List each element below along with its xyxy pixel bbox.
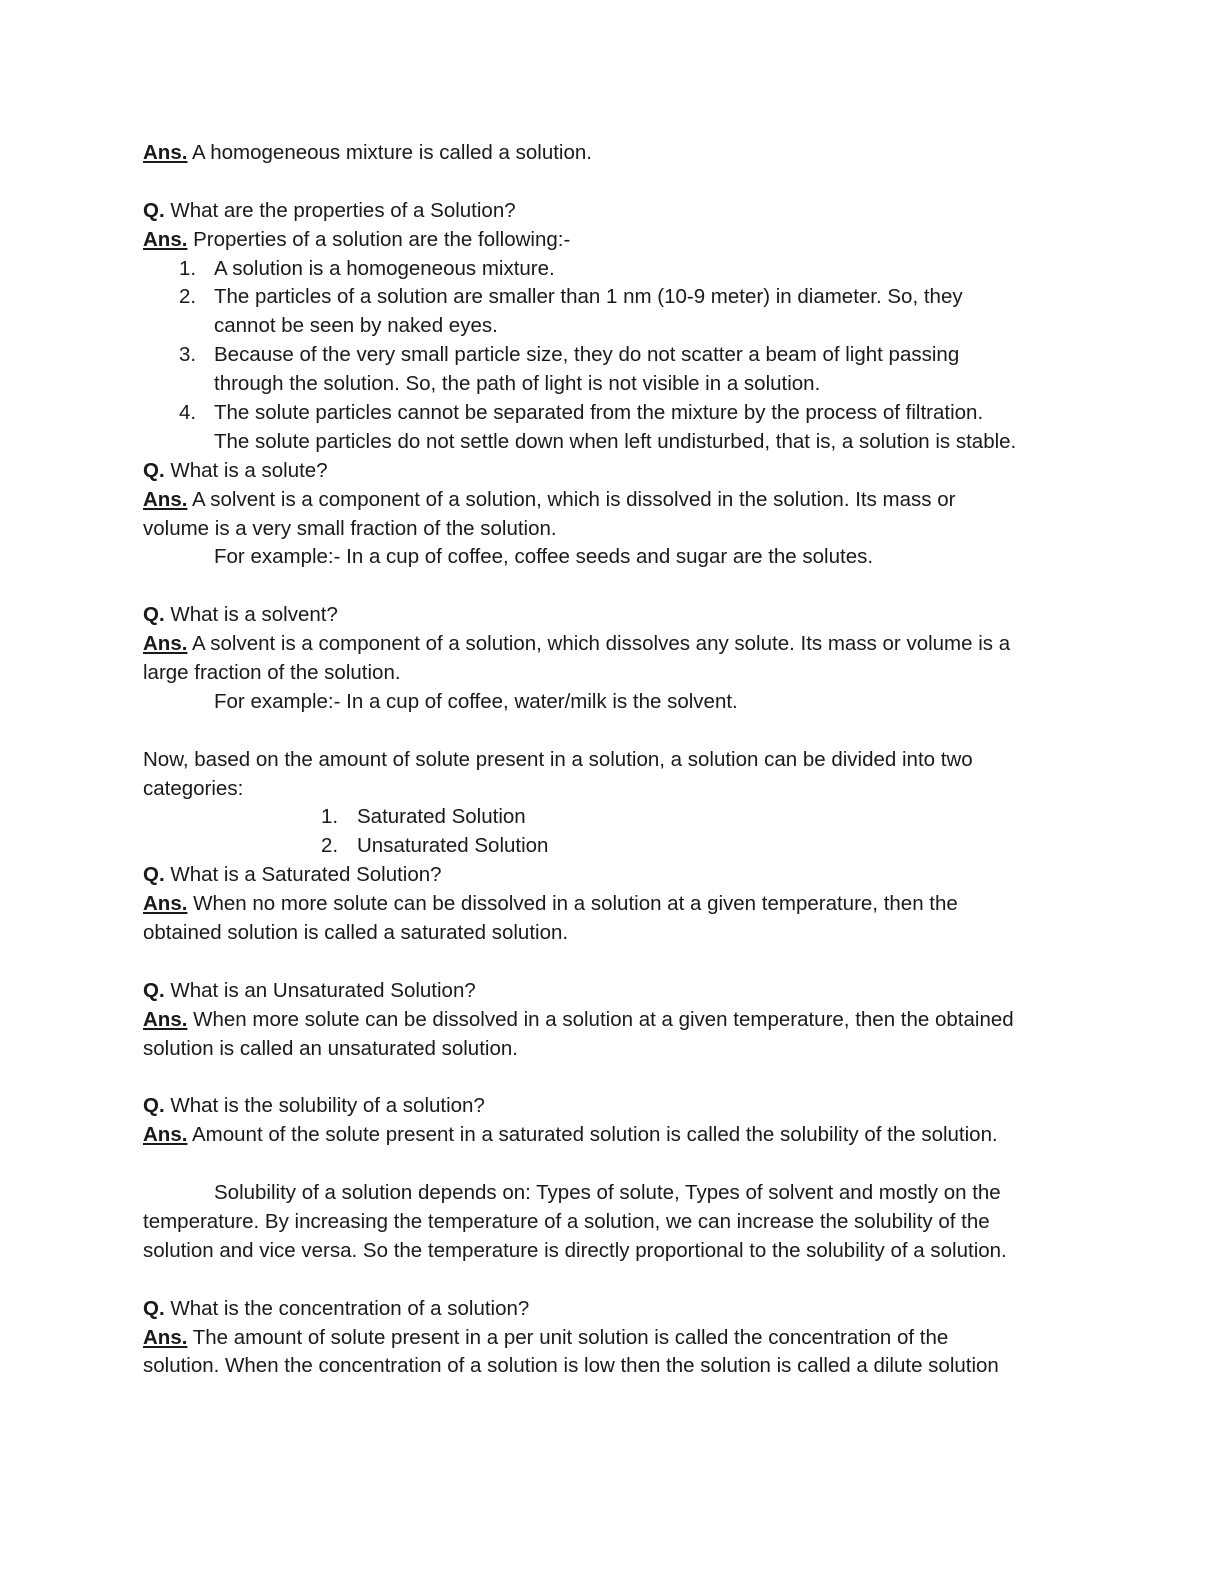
answer-continuation: solution. When the concentration of a solution is low then the solution is called a dilute solution <box>143 1354 999 1378</box>
spacer <box>143 717 1083 746</box>
q-label: Q. <box>143 603 165 627</box>
answer-continuation: volume is a very small fraction of the solution. <box>143 516 557 540</box>
list-item: 4. The solute particles cannot be separated from the mixture by the process of filtration. <box>179 401 984 425</box>
ans-label: Ans. <box>143 227 188 251</box>
list-item-continuation: through the solution. So, the path of light is not visible in a solution. <box>214 372 821 396</box>
spacer <box>143 948 1083 977</box>
spacer <box>143 1150 1083 1179</box>
ans-label: Ans. <box>143 487 188 511</box>
question-line: Q. What is a Saturated Solution? <box>143 863 442 887</box>
q-label: Q. <box>143 1296 165 1320</box>
ans-label: Ans. <box>143 632 188 656</box>
categories-list <box>143 803 1083 861</box>
paragraph-line: Now, based on the amount of solute present in a solution, a solution can be divided into two <box>143 747 973 771</box>
spacer <box>143 1064 1083 1093</box>
spacer <box>143 1266 1083 1295</box>
properties-list <box>143 255 1083 457</box>
question-line: Q. What is the solubility of a solution? <box>143 1094 485 1118</box>
ans-label: Ans. <box>143 1007 188 1031</box>
question-line: Q. What are the properties of a Solution? <box>143 198 516 222</box>
list-item: 3. Because of the very small particle size, they do not scatter a beam of light passing <box>179 343 960 367</box>
spacer <box>143 572 1083 601</box>
answer-line: Ans. The amount of solute present in a per unit solution is called the concentration of the <box>143 1325 949 1349</box>
ans-label: Ans. <box>143 1325 188 1349</box>
list-item: 1. A solution is a homogeneous mixture. <box>179 256 555 280</box>
question-line: Q. What is a solute? <box>143 458 328 482</box>
example-line: For example:- In a cup of coffee, water/milk is the solvent. <box>214 689 738 713</box>
q-label: Q. <box>143 978 165 1002</box>
q-label: Q. <box>143 198 165 222</box>
q-label: Q. <box>143 863 165 887</box>
list-item-continuation: cannot be seen by naked eyes. <box>214 314 498 338</box>
q-label: Q. <box>143 458 165 482</box>
list-item: 2. Unsaturated Solution <box>321 834 549 858</box>
ans-label: Ans. <box>143 892 188 916</box>
ans-label: Ans. <box>143 1123 188 1147</box>
question-line: Q. What is the concentration of a solution? <box>143 1296 530 1320</box>
example-line: For example:- In a cup of coffee, coffee seeds and sugar are the solutes. <box>214 545 874 569</box>
paragraph-line: temperature. By increasing the temperature of a solution, we can increase the solubility of the <box>143 1209 990 1233</box>
paragraph-line: Solubility of a solution depends on: Types of solute, Types of solvent and mostly on the <box>214 1181 1001 1205</box>
answer-line: Ans. A solvent is a component of a solution, which is dissolved in the solution. Its mass or <box>143 487 956 511</box>
answer-line: Ans. Amount of the solute present in a saturated solution is called the solubility of the solution. <box>143 1123 998 1147</box>
answer-line: Ans. When more solute can be dissolved in a solution at a given temperature, then the obtained <box>143 1007 1014 1031</box>
answer-continuation: obtained solution is called a saturated solution. <box>143 921 569 945</box>
paragraph-line: categories: <box>143 776 244 800</box>
answer-continuation: large fraction of the solution. <box>143 661 401 685</box>
document-page <box>143 139 1083 1381</box>
answer-line: Ans. Properties of a solution are the following:- <box>143 227 571 251</box>
paragraph-line: solution and vice versa. So the temperature is directly proportional to the solubility of a solution. <box>143 1238 1007 1262</box>
ans-label: Ans. <box>143 141 188 164</box>
answer-line: Ans. A solvent is a component of a solution, which dissolves any solute. Its mass or volume is a <box>143 632 1011 656</box>
answer-line: Ans. When no more solute can be dissolved in a solution at a given temperature, then the <box>143 892 958 916</box>
answer-line: Ans. A homogeneous mixture is called a solution. <box>143 141 592 164</box>
list-item: 2. The particles of a solution are smaller than 1 nm (10-9 meter) in diameter. So, they <box>179 285 963 309</box>
list-item: 1. Saturated Solution <box>321 805 526 829</box>
question-line: Q. What is a solvent? <box>143 603 338 627</box>
answer-continuation: solution is called an unsaturated solution. <box>143 1036 518 1060</box>
list-item-continuation: The solute particles do not settle down when left undisturbed, that is, a solution is stable. <box>214 429 1017 453</box>
spacer <box>143 168 1083 197</box>
question-line: Q. What is an Unsaturated Solution? <box>143 978 476 1002</box>
q-label: Q. <box>143 1094 165 1118</box>
